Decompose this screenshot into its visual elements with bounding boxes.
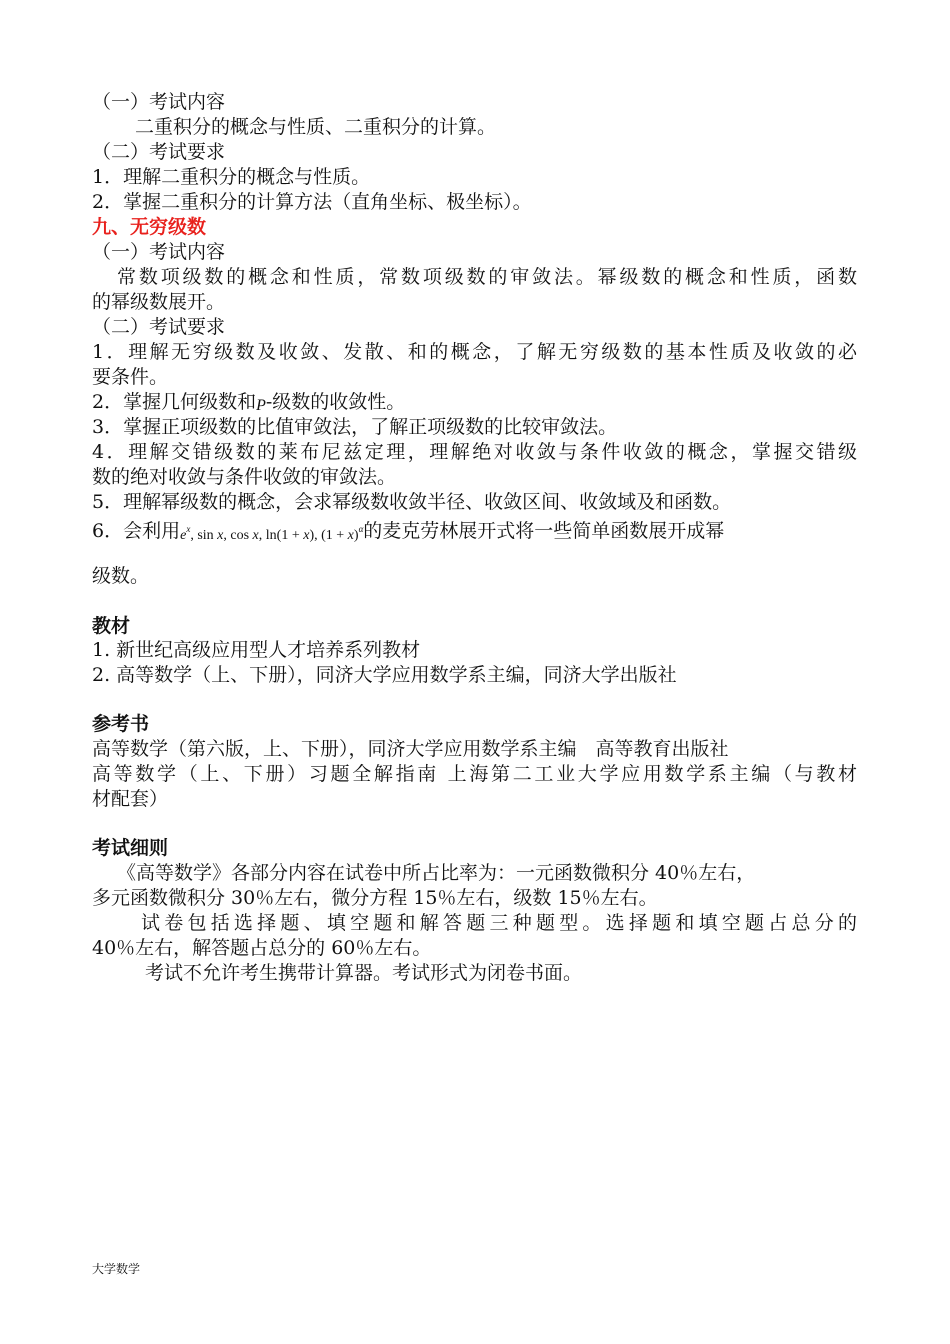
- rules-heading: 考试细则: [92, 837, 169, 859]
- sec8-content-heading: （一）考试内容: [92, 91, 226, 113]
- reference-heading: 参考书: [92, 713, 150, 735]
- sec9-title: 九、无穷级数: [92, 216, 207, 238]
- p-symbol: P: [256, 397, 266, 414]
- reference-line-2: 高等数学（上、下册）习题全解指南 上海第二工业大学应用数学系主编（与教材: [92, 763, 857, 785]
- rules-p3: 考试不允许考生携带计算器。考试形式为闭卷书面。: [145, 962, 583, 984]
- sec9-req-heading: （二）考试要求: [92, 316, 226, 338]
- reference-line-3: 材配套）: [92, 788, 169, 810]
- sec8-content-text: 二重积分的概念与性质、二重积分的计算。: [135, 116, 497, 138]
- sec8-req-2: 2．掌握二重积分的计算方法（直角坐标、极坐标）。: [92, 191, 532, 213]
- sec9-content-line2: 的幂级数展开。: [92, 291, 226, 313]
- sec9-req-2-text-b: -级数的收敛性。: [265, 391, 406, 413]
- sec9-req-4-line2: 数的绝对收敛与条件收敛的审敛法。: [92, 466, 397, 488]
- sec9-req-5: 5．理解幂级数的概念，会求幂级数收敛半径、收敛区间、收敛域及和函数。: [92, 491, 732, 513]
- sec9-req-6-text-a: 6．会利用: [92, 520, 181, 542]
- sec9-req-2-text-a: 2．掌握几何级数和: [92, 391, 257, 413]
- sec8-req-1: 1．理解二重积分的概念与性质。: [92, 166, 371, 188]
- textbook-item-2: 2. 高等数学（上、下册），同济大学应用数学系主编，同济大学出版社: [92, 664, 677, 686]
- sec9-content-line1: 常数项级数的概念和性质，常数项级数的审敛法。幂级数的概念和性质，函数: [117, 266, 857, 288]
- reference-line-1: 高等数学（第六版，上、下册），同济大学应用数学系主编 高等教育出版社: [92, 738, 729, 760]
- rules-p1-line1: 《高等数学》各部分内容在试卷中所占比率为：一元函数微积分 40％左右，: [117, 862, 756, 884]
- textbook-item-1: 1. 新世纪高级应用型人才培养系列教材: [92, 639, 421, 661]
- rules-p1-line2: 多元函数微积分 30％左右，微分方程 15％左右，级数 15％左右。: [92, 887, 658, 909]
- sec9-req-1-line1: 1．理解无穷级数及收敛、发散、和的概念，了解无穷级数的基本性质及收敛的必: [92, 341, 857, 363]
- rules-p2-line2: 40％左右，解答题占总分的 60％左右。: [92, 937, 432, 959]
- sec9-req-6-line1: [92, 515, 724, 546]
- sec9-req-6-line2: 级数。: [92, 565, 150, 587]
- sec9-req-1-line2: 要条件。: [92, 366, 169, 388]
- sec9-req-6-text-b: 的麦克劳林展开式将一些简单函数展开成幂: [363, 520, 725, 542]
- sec9-content-heading: （一）考试内容: [92, 241, 226, 263]
- sec9-req-2: [92, 390, 405, 416]
- maclaurin-formula: $e^x$, sin x, cos x, ln(1 + x), $(1 + x)^\alpha$: [180, 524, 364, 543]
- rules-p2-line1: 试卷包括选择题、填空题和解答题三种题型。选择题和填空题占总分的: [141, 912, 857, 934]
- sec9-req-3: 3．掌握正项级数的比值审敛法，了解正项级数的比较审敛法。: [92, 416, 618, 438]
- sec9-req-4-line1: 4．理解交错级数的莱布尼兹定理，理解绝对收敛与条件收敛的概念，掌握交错级: [92, 441, 857, 463]
- page-footer: 大学数学: [92, 1262, 141, 1276]
- textbook-heading: 教材: [92, 615, 131, 637]
- sec8-req-heading: （二）考试要求: [92, 141, 226, 163]
